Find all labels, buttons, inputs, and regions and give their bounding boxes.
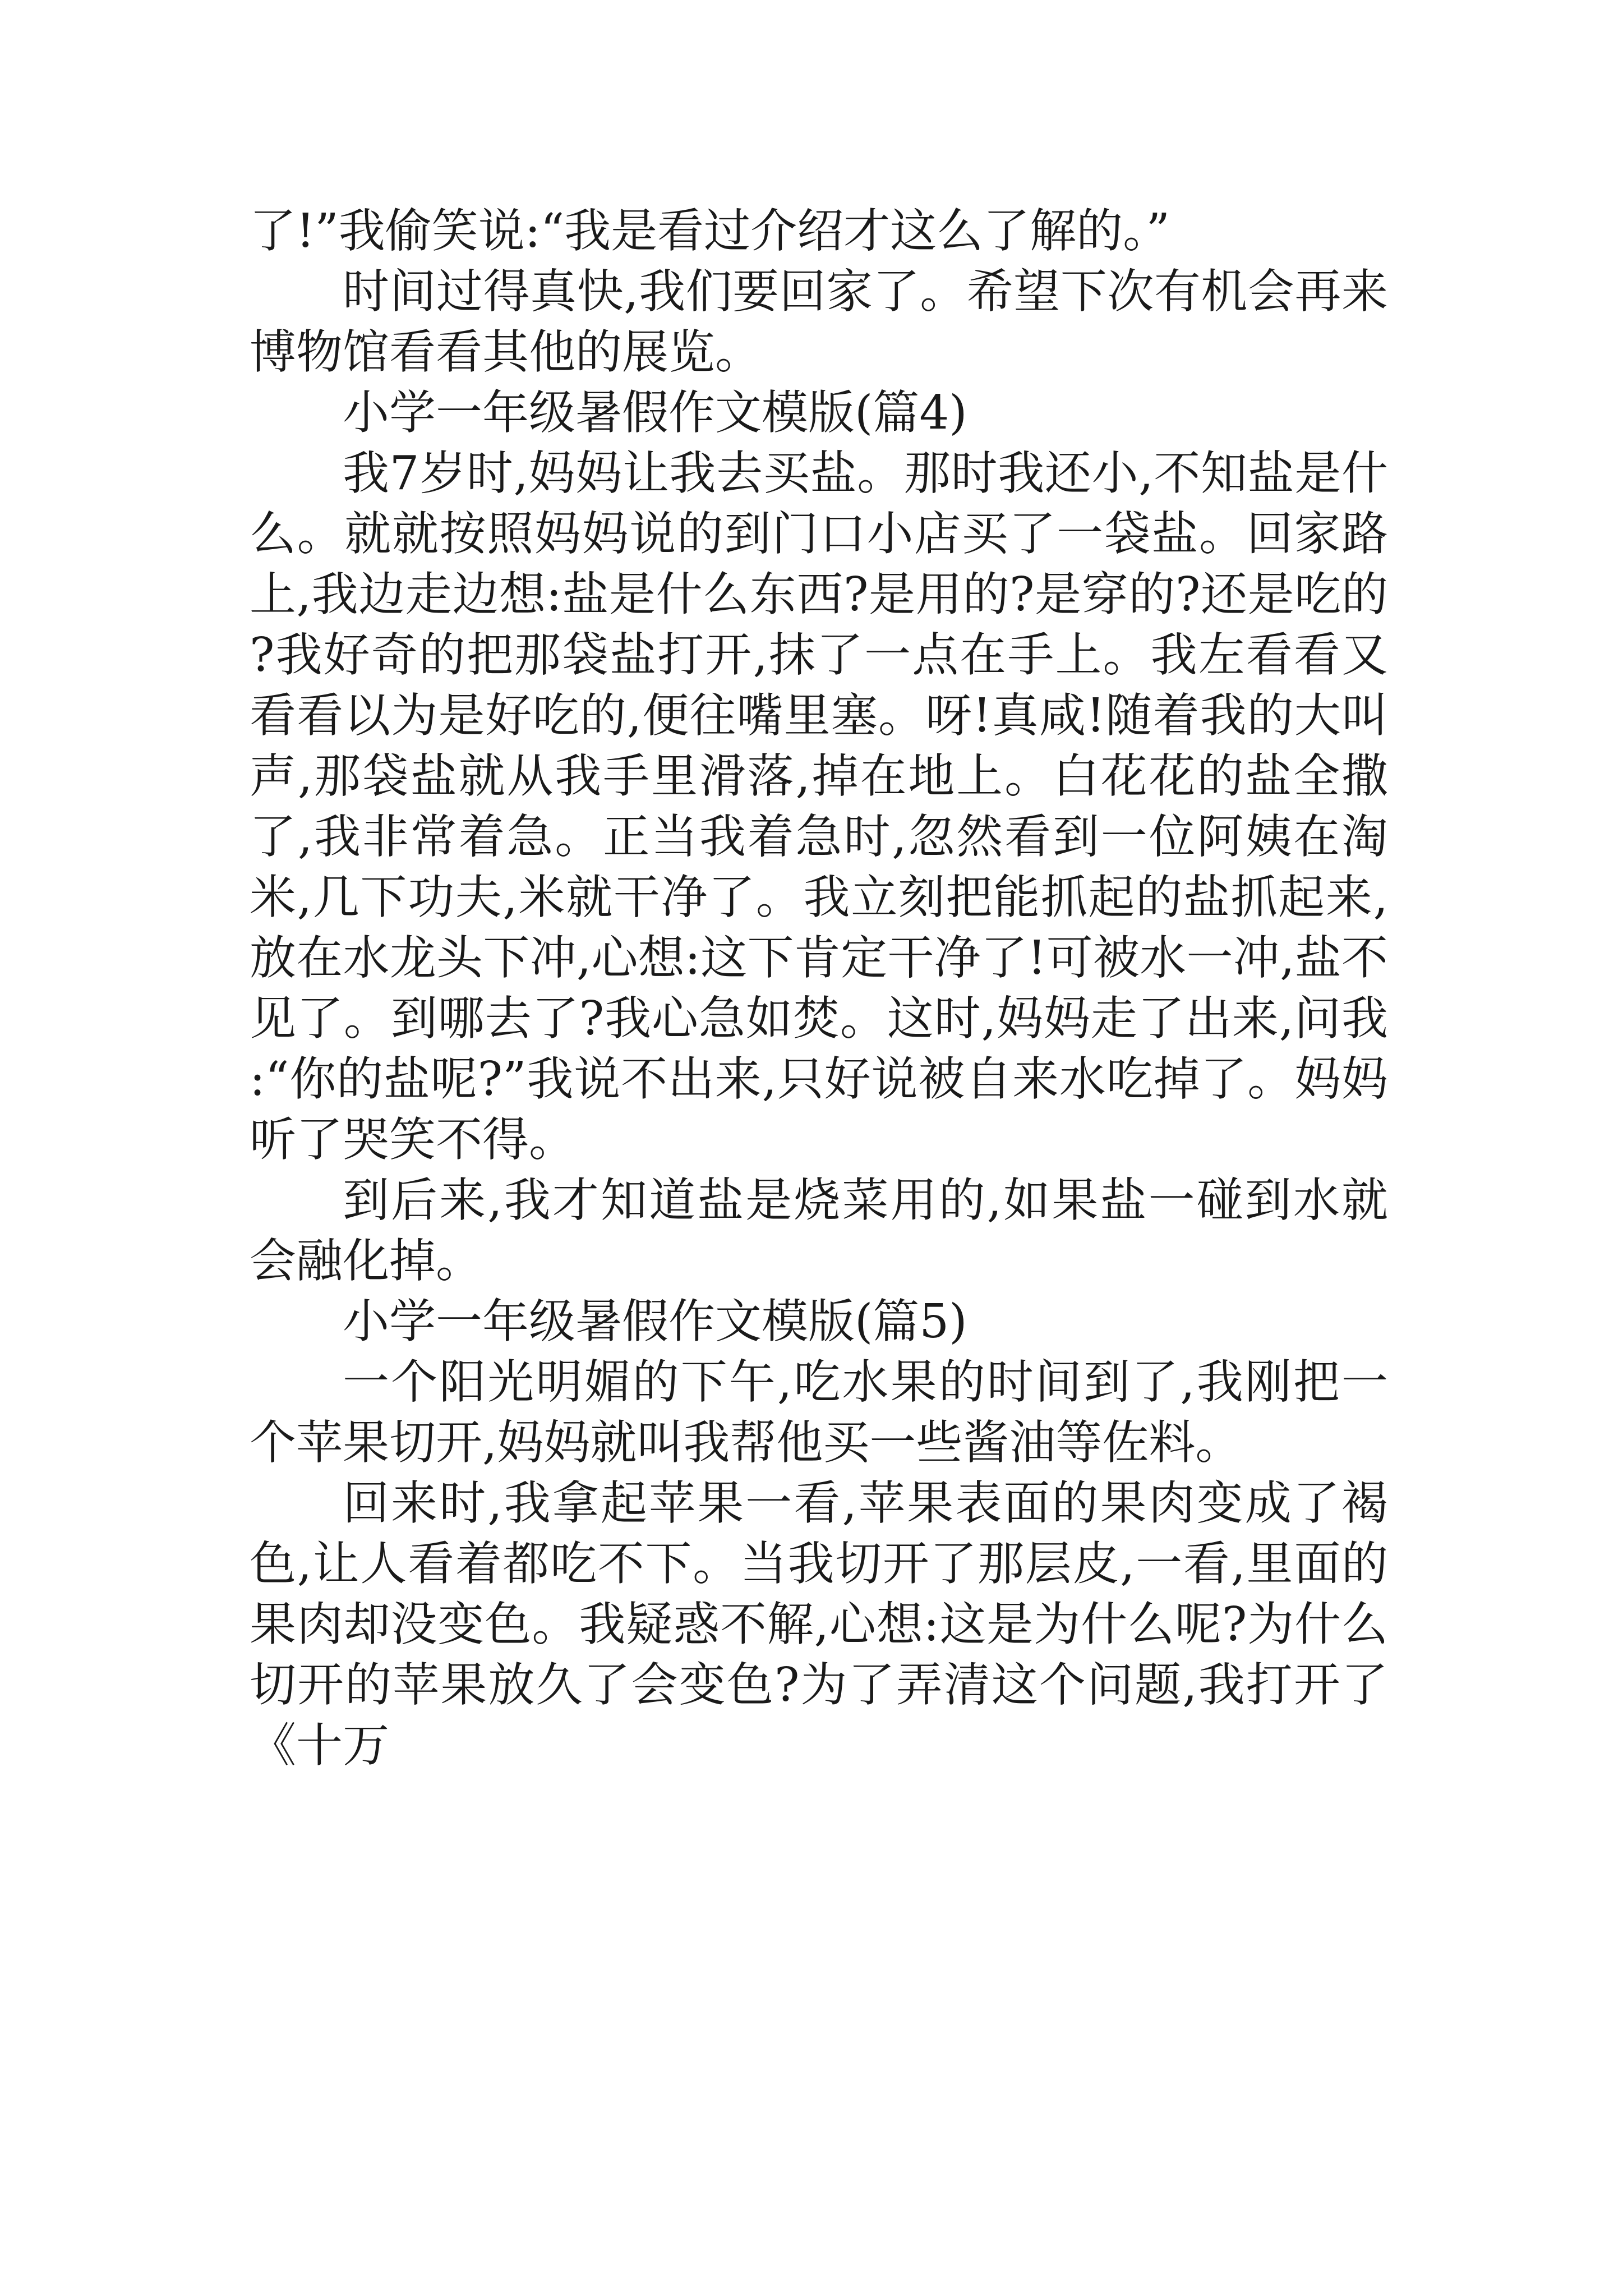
paragraph-salt-story: 我7岁时,妈妈让我去买盐。那时我还小,不知盐是什么。就就按照妈妈说的到门口小店买了一袋盐。回家路上,我边走边想:盐是什么东西?是用的?是穿的?还是吃的?我好奇的把那袋盐打开,抹了一点在手上。我左看看又看看以为是好吃的,便往嘴里塞。呀!真咸!随着我的大叫声,那袋盐就从我手里滑落,掉在地上。白花花的盐全撒了,我非常着急。正当我着急时,忽然看到一位阿姨在淘米,几下功夫,米就干净了。我立刻把能抓起的盐抓起来,放在水龙头下冲,心想:这下肯定干净了!可被水一冲,盐不见了。到哪去了?我心急如焚。这时,妈妈走了出来,问我:“你的盐呢?”我说不出来,只好说被自来水吃掉了。妈妈听了哭笑不得。 xyxy=(250,446,1388,1167)
paragraph-apple-intro: 一个阳光明媚的下午,吃水果的时间到了,我刚把一个苹果切开,妈妈就叫我帮他买一些酱油等佐料。 xyxy=(250,1355,1388,1470)
paragraph-salt-conclusion: 到后来,我才知道盐是烧菜用的,如果盐一碰到水就会融化掉。 xyxy=(250,1173,1388,1288)
document-body xyxy=(250,201,1388,1776)
paragraph-museum-ending: 时间过得真快,我们要回家了。希望下次有机会再来博物馆看看其他的展览。 xyxy=(250,264,1388,379)
paragraph-apple-observation: 回来时,我拿起苹果一看,苹果表面的果肉变成了褐色,让人看着都吃不下。当我切开了那层皮,一看,里面的果肉却没变色。我疑惑不解,心想:这是为什么呢?为什么切开的苹果放久了会变色?为了弄清这个问题,我打开了《十万 xyxy=(250,1476,1388,1773)
section-heading-part-4: 小学一年级暑假作文模版(篇4) xyxy=(343,385,967,440)
section-heading-part-5: 小学一年级暑假作文模版(篇5) xyxy=(343,1294,967,1349)
paragraph-continuation: 了!”我偷笑说:“我是看过介绍才这么了解的。” xyxy=(250,204,1170,258)
